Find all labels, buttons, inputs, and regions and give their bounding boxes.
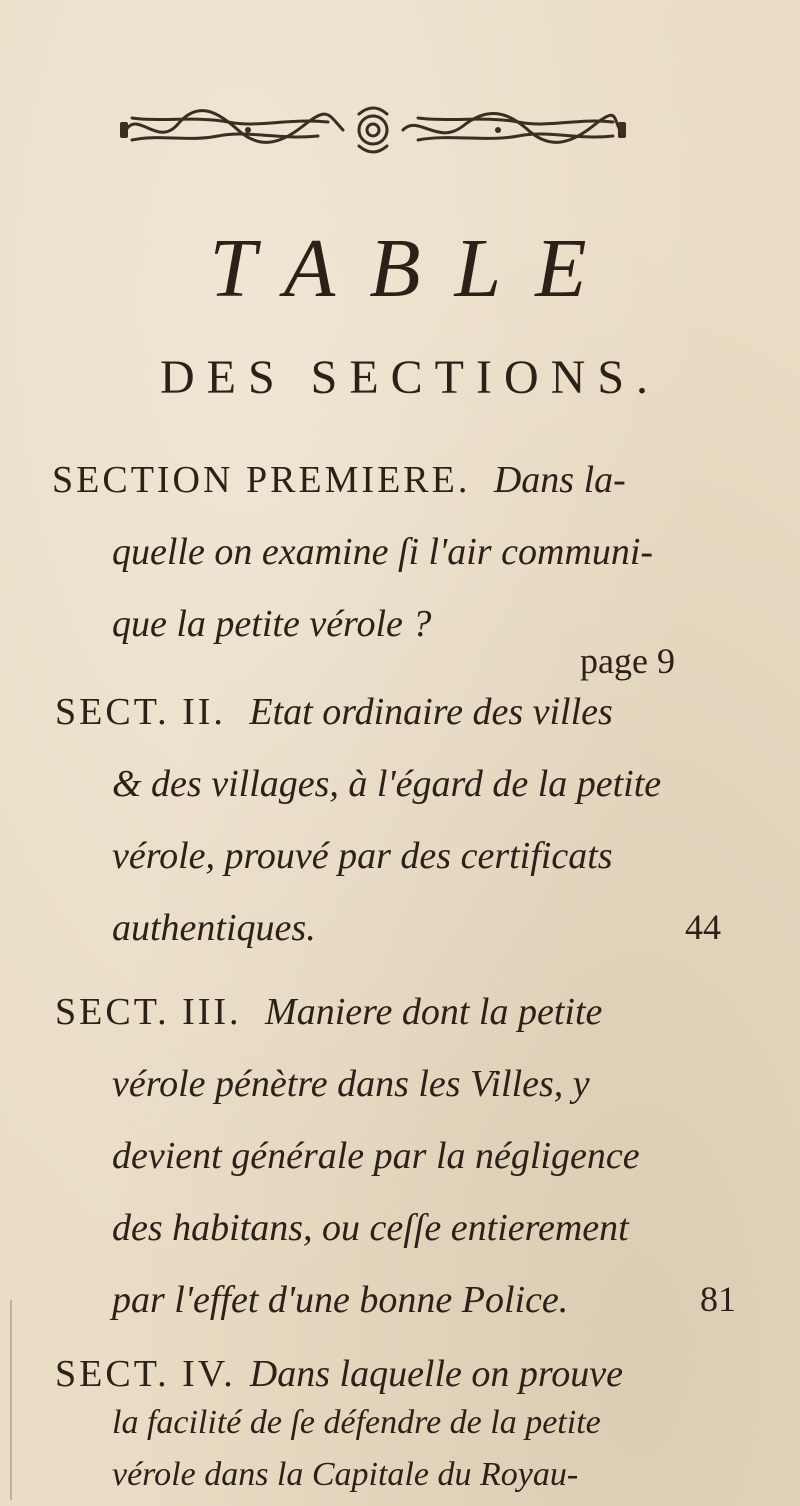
entry-label: SECT. III.	[55, 991, 242, 1033]
entry-text-line: Maniere dont la petite	[265, 991, 603, 1033]
entry-text-line: des habitans, ou ceſſe entierement	[112, 1207, 629, 1249]
page-title: TABLE	[209, 222, 621, 315]
entry-text-line: que la petite vérole ?	[112, 603, 432, 645]
ornamental-headpiece-icon	[118, 100, 628, 158]
page-subtitle: DES SECTIONS.	[159, 351, 661, 404]
entry-text-line: par l'effet d'une bonne Police.	[112, 1279, 569, 1321]
entry-text-line: vérole dans la Capitale du Royau-	[112, 1456, 579, 1493]
entry-text-line: & des villages, à l'égard de la petite	[112, 763, 662, 805]
entry-label: SECTION PREMIERE.	[52, 459, 471, 501]
entry-label: SECT. IV.	[55, 1353, 236, 1395]
entry-text-line: quelle on examine ſi l'air communi-	[112, 531, 654, 573]
page-number: page 9	[580, 641, 675, 681]
entry-text-line: vérole, prouvé par des certificats	[112, 835, 613, 877]
entry-first-line	[55, 1352, 623, 1396]
entry-first-line	[55, 990, 602, 1034]
entry-label: SECT. II.	[55, 691, 226, 733]
page-number: 44	[685, 907, 721, 947]
entry-text-line: authentiques.	[112, 907, 316, 949]
entry-first-line	[55, 690, 613, 734]
entry-text-line: Dans laquelle on prouve	[249, 1353, 624, 1395]
entry-text-line: la facilité de ſe défendre de la petite	[112, 1404, 601, 1441]
entry-text-line: Dans la-	[493, 459, 626, 501]
page-edge-line	[10, 1300, 12, 1500]
entry-text-line: Etat ordinaire des villes	[249, 691, 613, 733]
page-number: 81	[700, 1279, 736, 1319]
entry-text-line: vérole pénètre dans les Villes, y	[112, 1063, 590, 1105]
entry-text-line: devient générale par la négligence	[112, 1135, 640, 1177]
entry-first-line	[52, 458, 626, 502]
